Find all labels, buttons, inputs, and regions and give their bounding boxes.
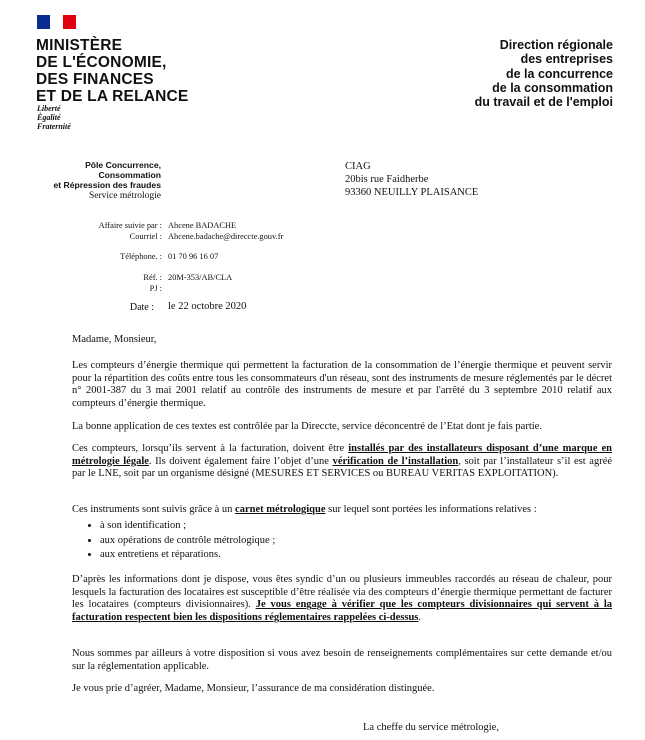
ministry-name: MINISTÈRE DE L'ÉCONOMIE, DES FINANCES ET DE LA RELANCE bbox=[36, 37, 189, 105]
republic-motto: Liberté Égalité Fraternité bbox=[37, 104, 71, 131]
courriel-label: Courriel : bbox=[129, 232, 162, 241]
flag-blue-band bbox=[37, 15, 50, 29]
paragraph-7: Je vous prie d’agréer, Madame, Monsieur, l’assurance de ma considération distinguée. bbox=[72, 683, 435, 694]
direction-title: Direction régionale des entreprises de la concurrence de la consommation du travail et de l'emploi bbox=[474, 38, 613, 110]
emphasis-verification: vérification de l’installation bbox=[332, 455, 459, 467]
ref-value: 20M-353/AB/CLA bbox=[168, 273, 233, 282]
recipient-address: CIAG 20bis rue Faidherbe 93360 NEUILLY PLAISANCE bbox=[345, 161, 479, 199]
sender-department: Pôle Concurrence, Consommation et Répression des fraudes Service métrologie bbox=[53, 160, 161, 201]
telephone-value: 01 70 96 16 07 bbox=[168, 252, 219, 261]
list-item: • aux opérations de contrôle métrologique ; bbox=[100, 534, 612, 549]
ref-label: Réf. : bbox=[143, 273, 162, 282]
paragraph-3: Ces compteurs, lorsqu’ils servent à la facturation, doivent être installés par des installateurs disposant d’une marque en métrologie légale. Ils doivent également faire l’objet d’une vérification de l’installation, soit par l’installateur s’il est agréé par le LNE, soit par un organisme désigné (MESURES ET SERVICES ou BUREAU VERITAS EXPLOITATION). bbox=[72, 443, 613, 480]
paragraph-4: Ces instruments sont suivis grâce à un carnet métrologique sur lequel sont portées les informations relatives : bbox=[72, 504, 537, 515]
paragraph-1: Les compteurs d’énergie thermique qui permettent la facturation de la consommation de l’énergie thermique et peuvent servir pour la répartition des coûts entre tous les consommateurs d'un réseau, sont des instruments de mesure réglementés par le décret n° 2001-387 du 3 mai 2001 relatif au contrôle des instruments de mesure et par l'arrêté du 3 septembre 2010 relatif aux compteurs d’énergie thermique. bbox=[72, 360, 612, 410]
emphasis-request: Je vous engage à vérifier que les compteurs divisionnaires qui servent à la facturation respectent bien les dispositions réglementaires rappelées ci-dessus bbox=[72, 599, 613, 624]
republic-flag-icon bbox=[37, 15, 76, 29]
signature-line: La cheffe du service métrologie, bbox=[363, 722, 499, 733]
date-value: le 22 octobre 2020 bbox=[168, 301, 247, 312]
telephone-label: Téléphone. : bbox=[120, 252, 162, 261]
flag-white-band bbox=[50, 15, 63, 29]
pj-label: PJ : bbox=[149, 284, 162, 293]
list-item: • aux entretiens et réparations. bbox=[100, 548, 612, 563]
list-item: • à son identification ; bbox=[100, 519, 612, 534]
bullet-list bbox=[72, 519, 612, 563]
flag-red-band bbox=[63, 15, 76, 29]
date-label: Date : bbox=[129, 302, 154, 313]
emphasis-carnet: carnet métrologique bbox=[235, 504, 326, 515]
paragraph-2: La bonne application de ces textes est contrôlée par la Direccte, service déconcentré de l’Etat dont je fais partie. bbox=[72, 421, 542, 432]
sender-service: Service métrologie bbox=[88, 190, 161, 201]
affaire-value: Ahcene BADACHE bbox=[168, 221, 237, 230]
affaire-label: Affaire suivie par : bbox=[98, 221, 162, 230]
salutation: Madame, Monsieur, bbox=[72, 334, 157, 345]
emphasis-installers: installés par des installateurs disposant d’une marque en métrologie légale bbox=[72, 443, 612, 467]
paragraph-6: Nous sommes par ailleurs à votre disposition si vous avez besoin de renseignements complémentaires sur cette demande et/ou sur la réglementation applicable. bbox=[72, 648, 612, 672]
paragraph-5: D’après les informations dont je dispose, vous êtes syndic d’un ou plusieurs immeubles raccordés au réseau de chaleur, pour lesquels la facturation des locataires est susceptible d’être réalisée via des compteurs d’énergie thermique permettant de facturer les locataires (compteurs divisionnaires). Je vous engage à vérifier que les compteurs divisionnaires qui servent à la facturation respectent bien les dispositions réglementaires rappelées ci-dessus. bbox=[72, 574, 613, 624]
courriel-value[interactable]: Ahcene.badache@direccte.gouv.fr bbox=[168, 232, 284, 241]
